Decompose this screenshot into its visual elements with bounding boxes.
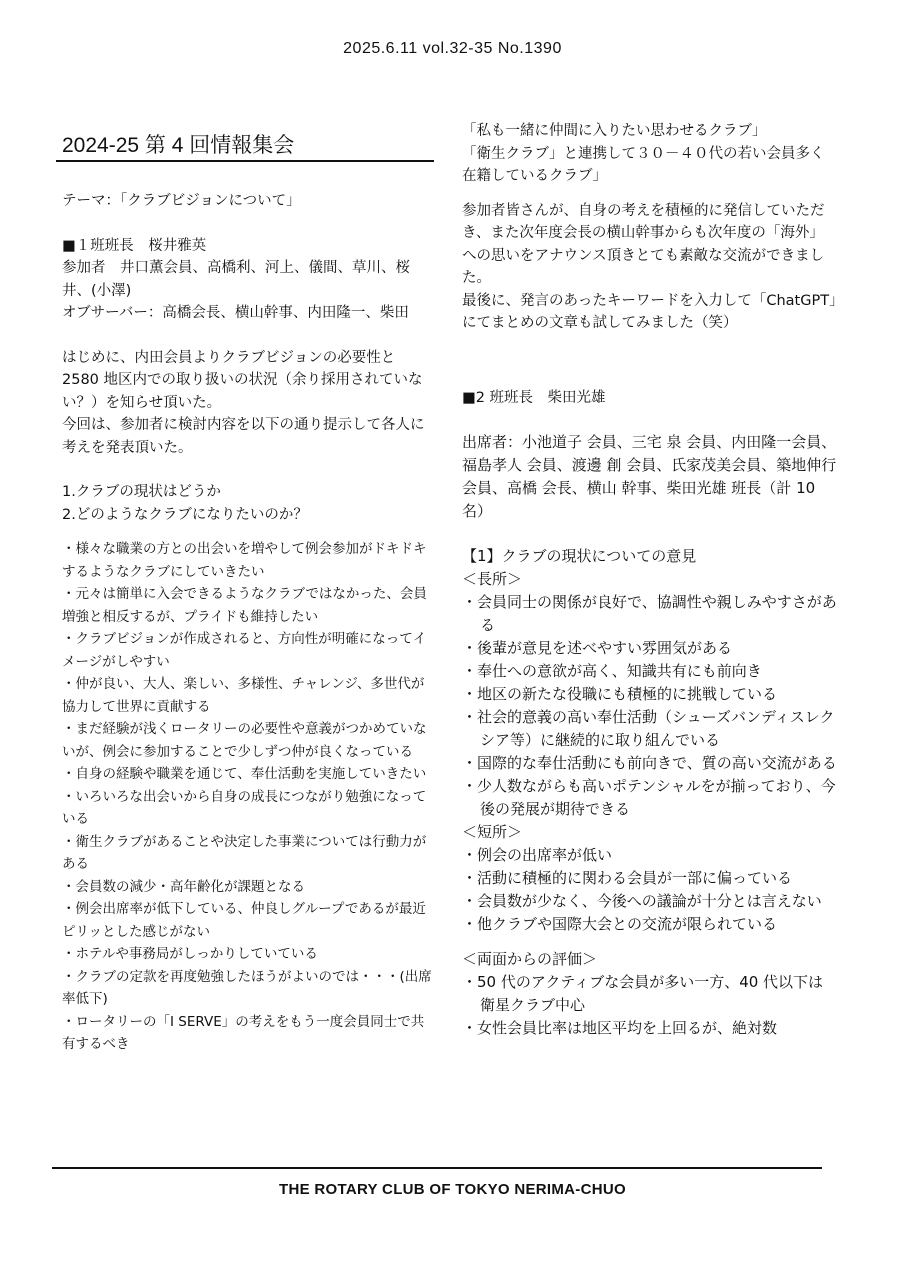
title-underline xyxy=(56,160,434,162)
pros-item: ・少人数ながらも高いポテンシャルをが揃っており、今後の発展が期待できる xyxy=(462,777,836,818)
pros-item: ・後輩が意見を述べやすい雰囲気がある xyxy=(462,639,733,657)
opinion-item: ・仲が良い、大人、楽しい、多様性、チャレンジ、多世代が協力して世界に貢献する xyxy=(62,676,425,715)
opinion-item: ・様々な職業の方との出会いを増やして例会参加がドキドキするようなクラブにしていきたい xyxy=(62,541,427,580)
pros-item: ・社会的意義の高い奉仕活動（シューズバンディスレクシア等）に継続的に取り組んでいる xyxy=(462,708,835,749)
evaluation-label: ＜両面からの評価＞ xyxy=(462,950,598,968)
question-1: 1.クラブの現状はどうか xyxy=(62,484,221,500)
question-2: 2.どのようなクラブになりたいのか？ xyxy=(62,506,308,523)
right-column xyxy=(462,120,837,1040)
cons-item: ・例会の出席率が低い xyxy=(462,846,613,864)
evaluation-item: ・50 代のアクティブな会員が多い一方、40 代以下は衛星クラブ中心 xyxy=(462,973,824,1014)
summary-paragraph-2: 最後に、発言のあったキーワードを入力して「ChatGPT」にてまとめの文章も試してみました（笑） xyxy=(462,292,837,331)
group2-heading: ■2 班班長 柴田光雄 xyxy=(462,389,606,406)
opinion-item: ・例会出席率が低下している、仲良しグループであるが最近ピリッとした感じがない xyxy=(62,901,426,940)
observers: オブサーバー：高橋会長、横山幹事、内田隆一、柴田 xyxy=(62,305,409,321)
group1-heading: ■１班班長 桜井雅英 xyxy=(62,237,207,254)
issue-header: 2025.6.11 vol.32-35 No.1390 xyxy=(343,40,562,57)
intro-paragraph-1: はじめに、内田会員よりクラブビジョンの必要性と 2580 地区内での取り扱いの状況（余り採用されていない？）を知らせ頂いた。 xyxy=(62,349,423,411)
theme-line: テーマ：「クラブビジョンについて」 xyxy=(62,193,301,209)
pros-item: ・国際的な奉仕活動にも前向きで、質の高い交流がある xyxy=(462,754,837,772)
opinion-item: ・いろいろな出会いから自身の成長につながり勉強になっている xyxy=(62,788,427,827)
opinion-item: ・ロータリーの「I SERVE」の考えをもう一度会員同士で共有するべき xyxy=(62,1013,425,1052)
attendees: 出席者：小池道子 会員、三宅 泉 会員、内田隆一会員、福島孝人 会員、渡邊 創 会員、氏家茂美会員、築地伸行 会員、高橋 会長、横山 幹事、柴田光雄 班長（計 10 名） xyxy=(462,433,837,520)
section1-title: 【1】クラブの現状についての意見 xyxy=(462,547,697,565)
pros-item: ・地区の新たな役職にも積極的に挑戦している xyxy=(462,685,778,703)
cons-label: ＜短所＞ xyxy=(462,823,523,841)
opinion-item: ・ホテルや事務局がしっかりしていている xyxy=(62,946,318,962)
cons-item: ・他クラブや国際大会との交流が限られている xyxy=(462,915,778,933)
left-column xyxy=(62,128,434,1056)
club-name-footer: THE ROTARY CLUB OF TOKYO NERIMA-CHUO xyxy=(279,1181,626,1198)
participants: 参加者 井口薫会員、高橋利、河上、儀間、草川、桜井、(小澤) xyxy=(62,260,410,299)
opinion-item: ・クラブビジョンが作成されると、方向性が明確になってイメージがしやすい xyxy=(62,631,427,670)
footer-rule xyxy=(52,1167,822,1169)
opinion-item: ・衛生クラブがあることや決定した事業については行動力がある xyxy=(62,833,427,872)
summary-paragraph-1: 参加者皆さんが、自身の考えを積極的に発信していただき、また次年度会長の横山幹事からも次年度の「海外」への思いをアナウンス頂きとても素敵な交流ができました。 xyxy=(462,202,825,286)
opinion-item: ・自身の経験や職業を通じて、奉仕活動を実施していきたい xyxy=(62,766,427,782)
continued-line-1: 「私も一緒に仲間に入りたい思わせるクラブ」 xyxy=(462,123,767,139)
evaluation-item: ・女性会員比率は地区平均を上回るが、絶対数 xyxy=(462,1019,778,1037)
intro-paragraph-2: 今回は、参加者に検討内容を以下の通り提示して各人に考えを発表頂いた。 xyxy=(62,417,425,456)
opinion-item: ・会員数の減少・高年齢化が課題となる xyxy=(62,878,305,895)
opinion-item: ・元々は簡単に入会できるようなクラブではなかった、会員増強と相反するが、プライドも維持したい xyxy=(62,586,427,625)
opinion-item: ・まだ経験が浅くロータリーの必要性や意義がつかめていないが、例会に参加することで少しずつ仲が良くなっている xyxy=(62,721,427,760)
opinion-item: ・クラブの定款を再度勉強したほうがよいのでは・・・(出席率低下) xyxy=(62,968,432,1007)
pros-item: ・奉仕への意欲が高く、知識共有にも前向き xyxy=(462,662,762,680)
pros-label: ＜長所＞ xyxy=(462,570,523,588)
cons-item: ・活動に積極的に関わる会員が一部に偏っている xyxy=(462,869,793,887)
cons-item: ・会員数が少なく、今後への議論が十分とは言えない xyxy=(462,892,822,910)
pros-item: ・会員同士の関係が良好で、協調性や親しみやすさがある xyxy=(462,593,837,634)
article-title: 2024-25 第 4 回情報集会 xyxy=(62,134,295,157)
continued-line-2: 「衛生クラブ」と連携して３０－４０代の若い会員多く在籍しているクラブ」 xyxy=(462,145,825,184)
